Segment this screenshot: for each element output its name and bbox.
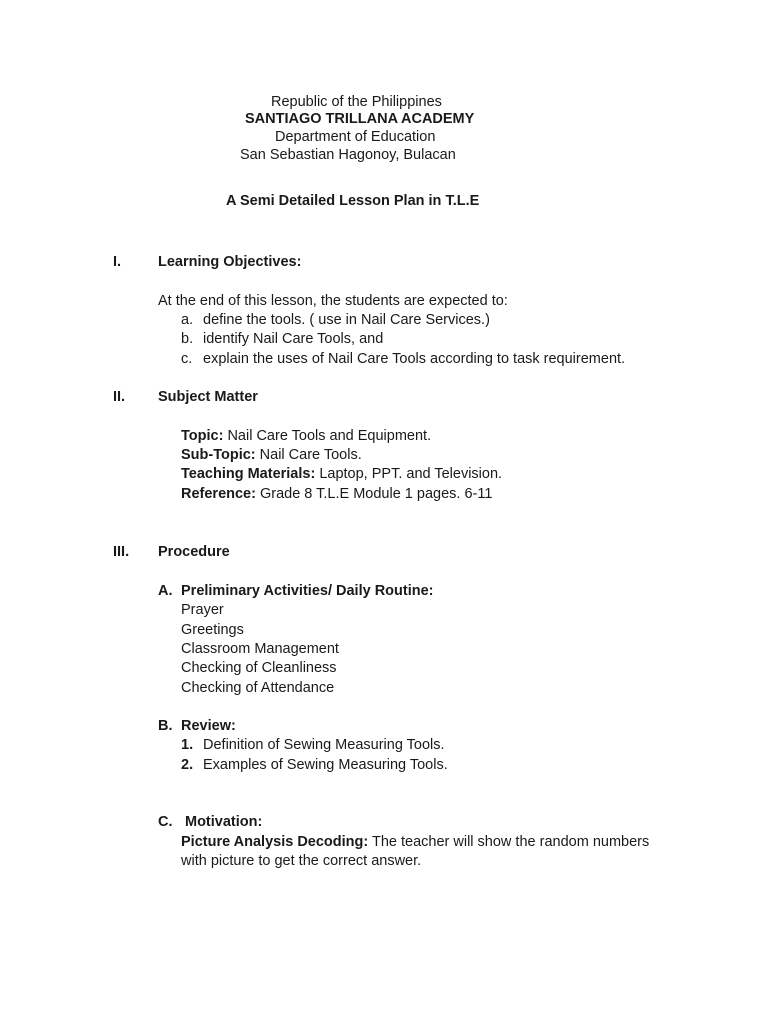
subject-field-reference [181, 485, 492, 504]
part-c-heading: Motivation: [185, 814, 263, 830]
field-label: Sub-Topic: [181, 447, 256, 463]
header-department: Department of Education [275, 129, 436, 145]
motivation-label: Picture Analysis Decoding: [181, 834, 369, 850]
field-value: Nail Care Tools and Equipment. [223, 428, 432, 444]
objective-marker: c. [181, 351, 193, 367]
motivation-line-1 [181, 833, 649, 852]
review-item: Definition of Sewing Measuring Tools. [203, 737, 445, 753]
section-3-heading: Procedure [158, 544, 230, 560]
part-b-letter: B. [158, 718, 173, 734]
objectives-intro: At the end of this lesson, the students are expected to: [158, 293, 508, 309]
section-2-heading: Subject Matter [158, 389, 258, 405]
objective-item: define the tools. ( use in Nail Care Services.) [203, 312, 490, 328]
subject-field-subtopic [181, 446, 362, 465]
objective-item: identify Nail Care Tools, and [203, 331, 384, 347]
motivation-line-2: with picture to get the correct answer. [181, 853, 422, 869]
section-3-numeral: III. [113, 544, 130, 560]
routine-item: Prayer [181, 602, 224, 618]
subject-field-topic [181, 427, 431, 446]
routine-item: Checking of Cleanliness [181, 660, 337, 676]
field-label: Reference: [181, 486, 256, 502]
field-value: Nail Care Tools. [255, 447, 362, 463]
review-marker: 2. [181, 757, 194, 773]
routine-item: Classroom Management [181, 641, 339, 657]
header-country: Republic of the Philippines [271, 94, 442, 110]
field-label: Teaching Materials: [181, 466, 316, 482]
section-1-numeral: I. [113, 254, 122, 270]
field-label: Topic: [181, 428, 224, 444]
field-value: Grade 8 T.L.E Module 1 pages. 6-11 [255, 486, 493, 502]
document-title: A Semi Detailed Lesson Plan in T.L.E [226, 193, 480, 209]
objective-marker: b. [181, 331, 194, 347]
header-address: San Sebastian Hagonoy, Bulacan [240, 147, 456, 163]
part-b-heading: Review: [181, 718, 236, 734]
review-item: Examples of Sewing Measuring Tools. [203, 757, 448, 773]
objective-marker: a. [181, 312, 194, 328]
motivation-text: The teacher will show the random numbers [368, 834, 650, 850]
part-a-heading: Preliminary Activities/ Daily Routine: [181, 583, 434, 599]
part-c-letter: C. [158, 814, 173, 830]
header-school-name: SANTIAGO TRILLANA ACADEMY [245, 111, 475, 127]
routine-item: Checking of Attendance [181, 680, 335, 696]
routine-item: Greetings [181, 622, 244, 638]
field-value: Laptop, PPT. and Television. [315, 466, 503, 482]
review-marker: 1. [181, 737, 194, 753]
section-2-numeral: II. [113, 389, 126, 405]
subject-field-materials [181, 465, 502, 484]
part-a-letter: A. [158, 583, 173, 599]
section-1-heading: Learning Objectives: [158, 254, 302, 270]
objective-item: explain the uses of Nail Care Tools according to task requirement. [203, 351, 626, 367]
